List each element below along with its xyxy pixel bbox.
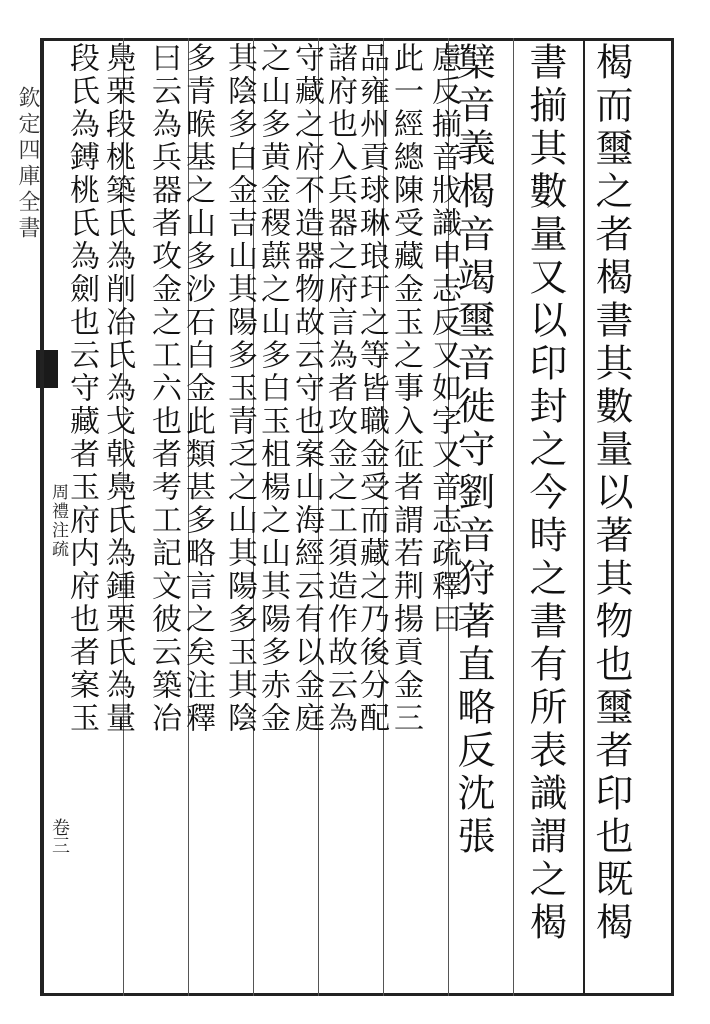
text-column-2: 書揃其數量又以印封之今時之書有所表識謂之楬 <box>523 42 567 945</box>
text-column-5: 此一經總陳受藏金玉之事入征者謂若荆揚貢金三 <box>388 42 423 735</box>
text-column-1: 楬而璽之者楬書其數量以著其物也璽者印也既楬 <box>589 42 633 945</box>
text-column-6: 品雍州貢球琳琅玕之等皆職金受而藏之乃後分配 <box>354 42 389 735</box>
text-column-13: 鳧栗段桃築氏為削冶氏為戈戟鳧氏為鍾栗氏為量 <box>100 42 135 735</box>
margin-page-number: 卷三 <box>49 818 70 854</box>
text-column-10: 其陰多白金吉山其陽多玉青乏之山其陽多玉其陰 <box>222 42 257 735</box>
text-column-7: 諸府也入兵器之府言為者攻金之工須造作故云為 <box>322 42 357 735</box>
margin-book-title: 周禮注疏 <box>48 483 68 559</box>
text-column-8: 守藏之府不造器物故云守也案山海經云有以金庭 <box>289 42 324 735</box>
text-column-9: 之山多黄金稷蕻之山多白玉柤楊之山其陽多赤金 <box>255 42 290 735</box>
margin-strip <box>0 38 70 998</box>
column-rule <box>513 38 514 996</box>
text-column-4: 慮反揃音戕識申志反又如字又音志疏釋曰 <box>426 42 461 636</box>
text-column-14: 段氏為鎛桃氏為劍也云守藏者玉府内府也者案玉 <box>64 42 99 735</box>
text-column-3: 櫱音義楬音竭璽音徙守劉音狩著直略反沈張 <box>451 42 495 859</box>
margin-title: 欽定四庫全書 <box>15 86 40 242</box>
text-column-12: 曰云為兵器者攻金之工六也者考工記文彼云築冶 <box>146 42 181 735</box>
text-column-11: 多青㬋基之山多沙石白金此類甚多略言之矣注釋 <box>180 42 215 735</box>
frame-rule <box>583 38 585 996</box>
